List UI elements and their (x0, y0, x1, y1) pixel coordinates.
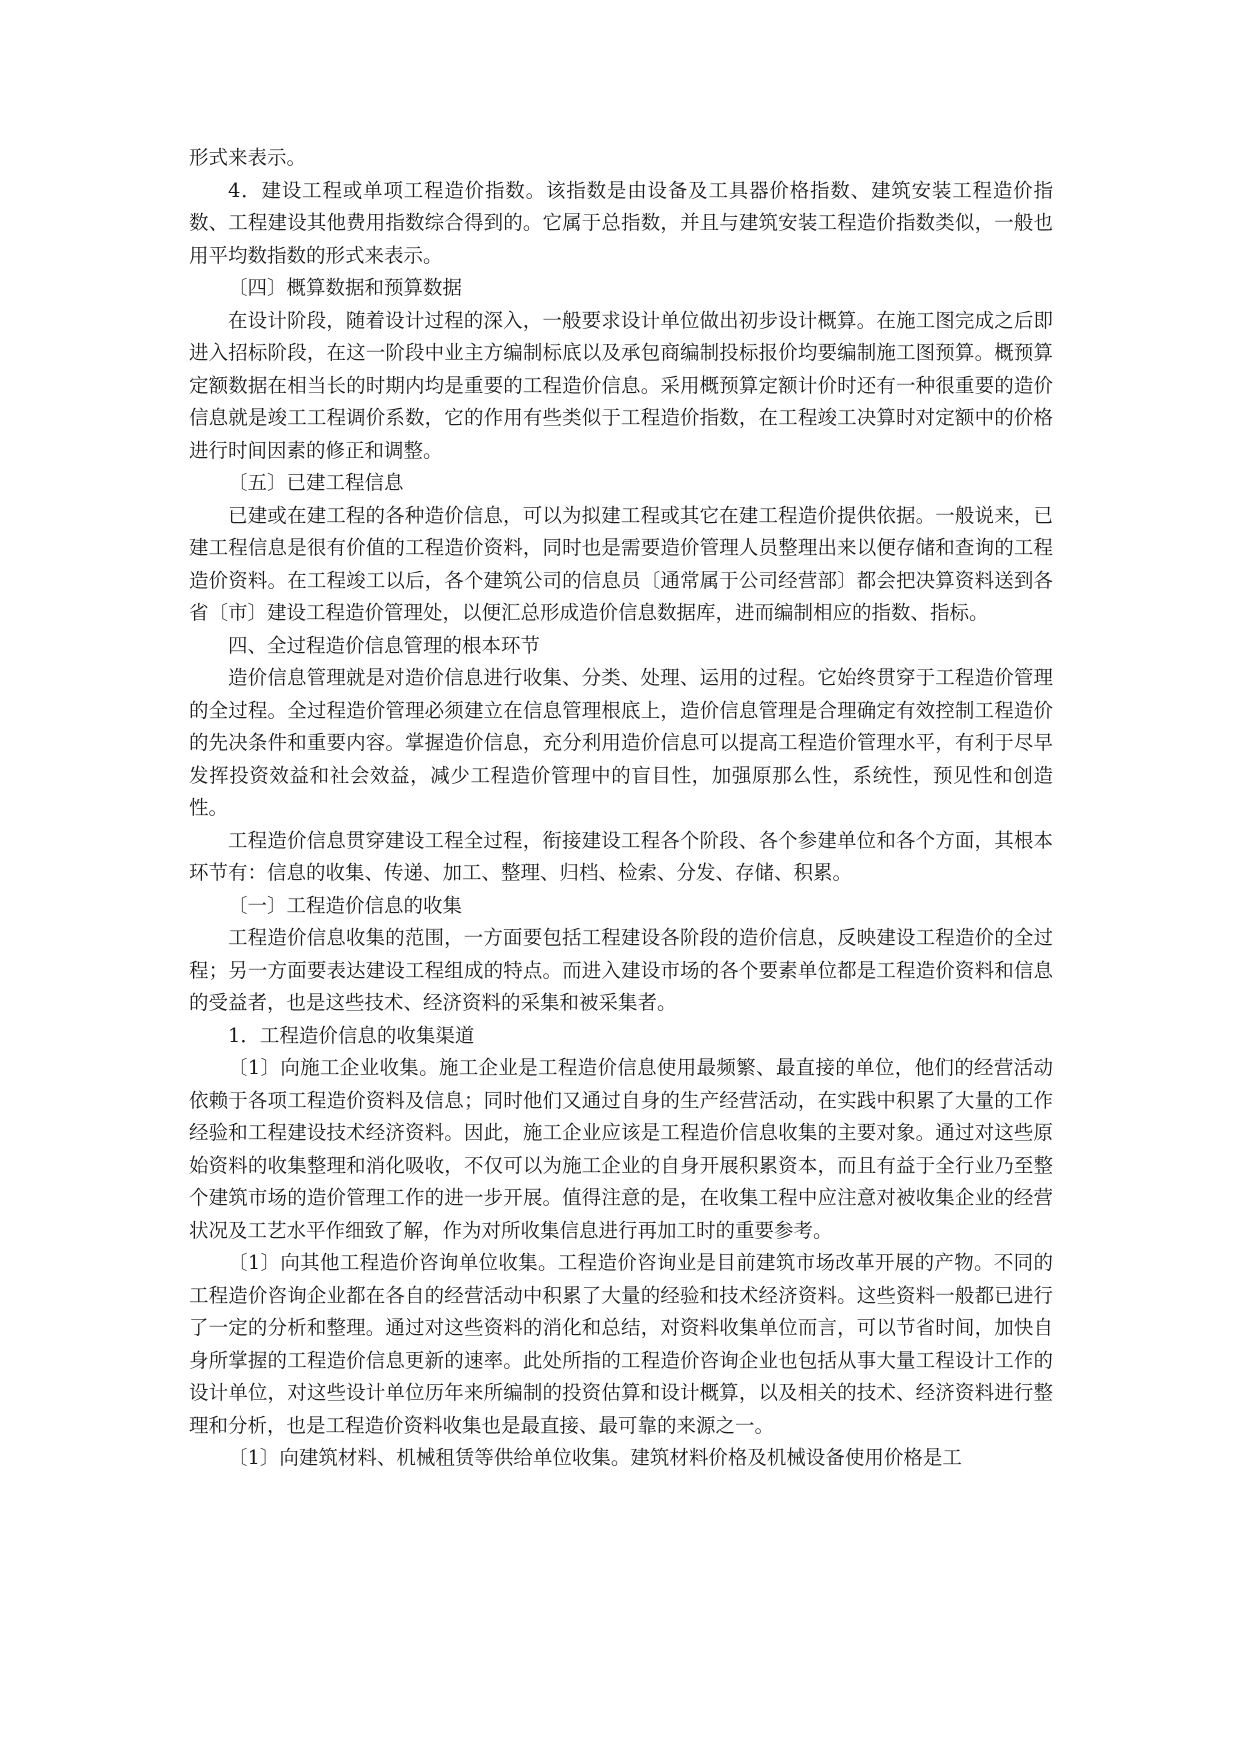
section-heading: 1．工程造价信息的收集渠道 (228, 1023, 475, 1047)
section-heading: 〔五〕已建工程信息 (228, 471, 404, 494)
document-page (189, 142, 1053, 1475)
paragraph: 已建或在建工程的各种造价信息，可以为拟建工程或其它在建工程造价提供依据。一般说来，已建工程信息是很有价值的工程造价资料，同时也是需要造价管理人员整理出来以便存储和查询的工程造价资料。在工程竣工以后，各个建筑公司的信息员〔通常属于公司经营部〕都会把决算资料送到各省〔市〕建设工程造价管理处，以便汇总形成造价信息数据库，进而编制相应的指数、指标。 (189, 503, 1053, 624)
paragraph: 在设计阶段，随着设计过程的深入，一般要求设计单位做出初步设计概算。在施工图完成之后即进入招标阶段，在这一阶段中业主方编制标底以及承包商编制投标报价均要编制施工图预算。概预算定额数据在相当长的时期内均是重要的工程造价信息。采用概预算定额计价时还有一种很重要的造价信息就是竣工工程调价系数，它的作用有些类似于工程造价指数，在工程竣工决算时对定额中的价格进行时间因素的修正和调整。 (189, 308, 1053, 462)
paragraph: 工程造价信息贯穿建设工程全过程，衔接建设工程各个阶段、各个参建单位和各个方面，其根本环节有：信息的收集、传递、加工、整理、归档、检索、分发、存储、积累。 (189, 828, 1053, 884)
paragraph: 〔1〕向施工企业收集。施工企业是工程造价信息使用最频繁、最直接的单位，他们的经营活动依赖于各项工程造价资料及信息；同时他们又通过自身的生产经营活动，在实践中积累了大量的工作经验和工程建设技术经济资料。因此，施工企业应该是工程造价信息收集的主要对象。通过对这些原始资料的收集整理和消化吸收，不仅可以为施工企业的自身开展积累资本，而且有益于全行业乃至整个建筑市场的造价管理工作的进一步开展。值得注意的是，在收集工程中应注意对被收集企业的经营状况及工艺水平作细致了解，作为对所收集信息进行再加工时的重要参考。 (189, 1056, 1053, 1242)
section-heading: 〔四〕概算数据和预算数据 (228, 276, 463, 299)
paragraph: 工程造价信息收集的范围，一方面要包括工程建设各阶段的造价信息，反映建设工程造价的全过程；另一方面要表达建设工程组成的特点。而进入建设市场的各个要素单位都是工程造价资料和信息的受益者，也是这些技术、经济资料的采集和被采集者。 (189, 926, 1053, 1014)
paragraph: 形式来表示。 (189, 146, 307, 169)
paragraph: 4．建设工程或单项工程造价指数。该指数是由设备及工具器价格指数、建筑安装工程造价指数、工程建设其他费用指数综合得到的。它属于总指数，并且与建筑安装工程造价指数类似，一般也用平均数指数的形式来表示。 (189, 178, 1053, 267)
section-heading: 四、全过程造价信息管理的根本环节 (228, 633, 541, 657)
paragraph: 〔1〕向建筑材料、机械租赁等供给单位收集。建筑材料价格及机械设备使用价格是工 (228, 1446, 962, 1469)
paragraph: 〔1〕向其他工程造价咨询单位收集。工程造价咨询业是目前建筑市场改革开展的产物。不同的工程造价咨询企业都在各自的经营活动中积累了大量的经验和技术经济资料。这些资料一般都已进行了一定的分析和整理。通过对这些资料的消化和总结，对资料收集单位而言，可以节省时间，加快自身所掌握的工程造价信息更新的速率。此处所指的工程造价咨询企业也包括从事大量工程设计工作的设计单位，对这些设计单位历年来所编制的投资估算和设计概算，以及相关的技术、经济资料进行整理和分析，也是工程造价资料收集也是最直接、最可靠的来源之一。 (189, 1251, 1053, 1437)
section-heading: 〔一〕工程造价信息的收集 (228, 893, 463, 917)
paragraph: 造价信息管理就是对造价信息进行收集、分类、处理、运用的过程。它始终贯穿于工程造价管理的全过程。全过程造价管理必须建立在信息管理根底上，造价信息管理是合理确定有效控制工程造价的先决条件和重要内容。掌握造价信息，充分利用造价信息可以提高工程造价管理水平，有利于尽早发挥投资效益和社会效益，减少工程造价管理中的盲目性，加强原那么性，系统性，预见性和创造性。 (189, 666, 1053, 819)
